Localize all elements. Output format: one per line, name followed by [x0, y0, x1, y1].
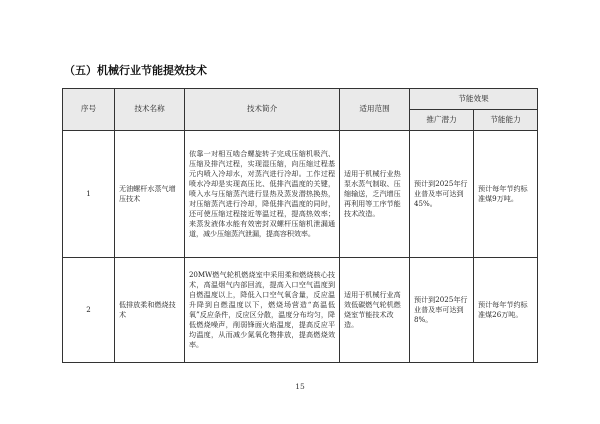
row-scope: 适用于机械行业热泵水蒸气制取、压缩输送，乏汽增压再利用等工序节能技术改造。 [340, 131, 410, 258]
table-row [63, 131, 538, 258]
header-scope: 适用范围 [340, 89, 410, 131]
page-number: 15 [295, 382, 305, 391]
row-name: 低排放柔和燃烧技术 [115, 258, 185, 363]
row-seq: 1 [63, 131, 115, 258]
row-intro: 依靠一对相互啮合螺旋转子完成压缩机吸汽、压缩及排汽过程，实现湿压缩，向压缩过程基元内喷入冷却水，对蒸汽进行冷却。工作过程喷水冷却是实现高压比、低排汽温度的关键，喷入水与压缩蒸汽进行显热及蒸发潜热换热，对压缩蒸汽进行冷却，降低排汽温度的同时，还可使压缩过程接近等温过程，提高热效率；来蒸发液体水能有效密封双螺杆压缩机泄漏通道，减少压缩蒸汽泄漏，提高容积效率。 [185, 131, 340, 258]
header-capacity: 节能能力 [474, 110, 538, 131]
row-potential: 预计到2025年行业普及率可达到45%。 [410, 131, 474, 258]
section-title: （五）机械行业节能提效技术 [64, 64, 207, 77]
header-intro: 技术简介 [185, 89, 340, 131]
row-capacity: 预计每年节约标准煤9万吨。 [474, 131, 538, 258]
header-potential: 推广潜力 [410, 110, 474, 131]
row-scope: 适用于机械行业高效低碳燃气轮机燃烧室节能技术改造。 [340, 258, 410, 363]
header-name: 技术名称 [115, 89, 185, 131]
row-potential: 预计到2025年行业普及率可达到8%。 [410, 258, 474, 363]
row-capacity: 预计每年节约标准煤26万吨。 [474, 258, 538, 363]
header-effect: 节能效果 [410, 89, 538, 110]
row-name: 无油螺杆水蒸气增压技术 [115, 131, 185, 258]
technology-table [62, 88, 538, 363]
row-intro: 20MW燃气轮机燃烧室中采用柔和燃烧核心技术，高温烟气内部回流，提高入口空气温度到自燃温度以上，降低入口空气氧含量，反应温升降到自燃温度以下，燃烧场营造“高温低氧”反应条件，反应区分散，温度分布均匀，降低燃烧噪声，削弱锋面火焰温度，提高反应平均温度，从而减少氮氧化物排放，提高燃烧效率。 [185, 258, 340, 363]
table-row [63, 258, 538, 363]
row-seq: 2 [63, 258, 115, 363]
header-seq: 序号 [63, 89, 115, 131]
